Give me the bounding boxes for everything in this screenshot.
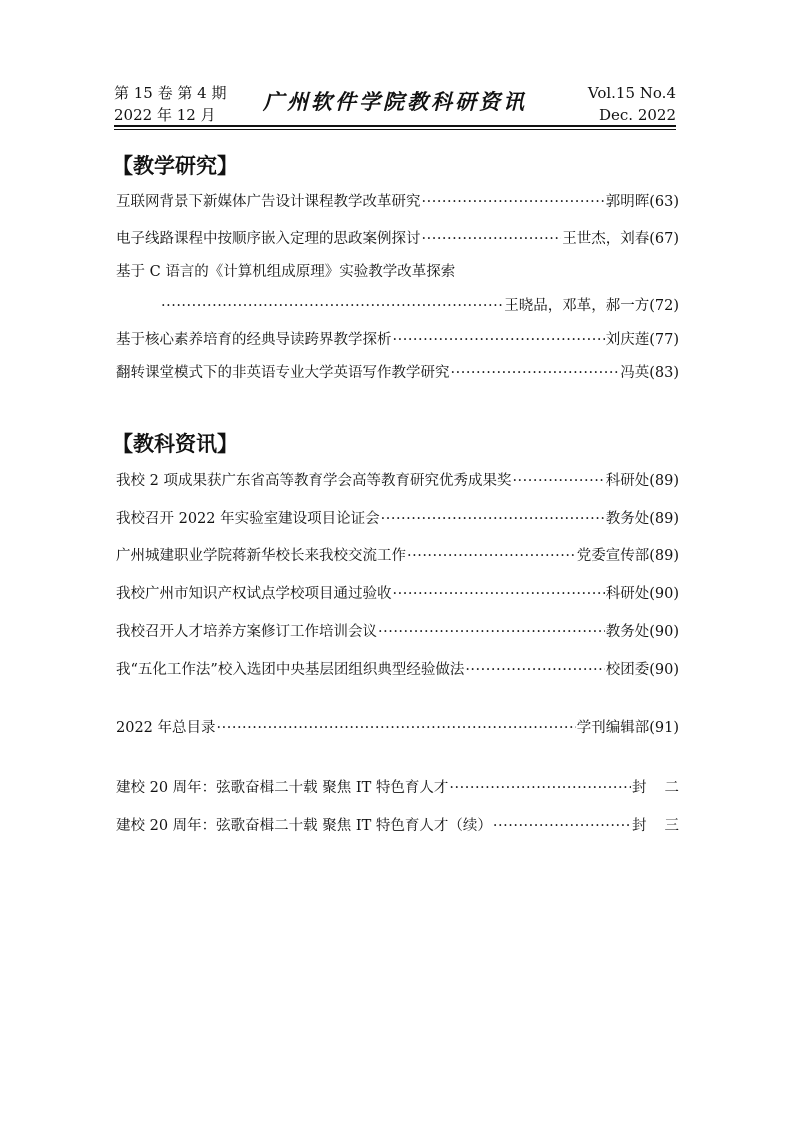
entry-title: 广州城建职业学院蒋新华校长来我校交流工作 [116, 548, 406, 564]
entry-page: ( 77 ) [649, 329, 679, 351]
toc-entry[interactable] [116, 228, 679, 250]
section-title-teaching-research: 【教学研究】 [112, 154, 238, 178]
entry-page: ( 91 ) [649, 717, 679, 739]
entry-page: ( 89 ) [649, 470, 679, 492]
leader-dots [449, 777, 631, 799]
entry-page: ( 89 ) [649, 545, 679, 567]
toc-entry[interactable] [116, 470, 679, 492]
leader-dots [393, 583, 605, 605]
entry-cover-page: 三 [664, 818, 679, 834]
entry-author: 刘庆莲 [605, 332, 650, 348]
entry-page: ( 90 ) [649, 621, 679, 643]
volume-issue-en: Vol.15 No.4 [587, 84, 676, 102]
leader-dots [512, 470, 604, 492]
entry-page: ( 63 ) [649, 191, 679, 213]
leader-dots [217, 717, 576, 739]
toc-entry[interactable] [116, 545, 679, 567]
entry-author: 王世杰，刘春 [562, 231, 650, 247]
leader-dots [422, 191, 605, 213]
entry-author: 科研处 [605, 473, 650, 489]
leader-dots [161, 295, 503, 317]
toc-entry[interactable] [116, 659, 679, 681]
entry-author: 学刊编辑部 [576, 720, 650, 736]
entry-author: 冯英 [620, 365, 650, 381]
toc-entry[interactable] [116, 362, 679, 384]
header-rule-thin [114, 129, 676, 130]
leader-dots [422, 228, 562, 250]
entry-cover-page: 二 [664, 780, 679, 796]
entry-page: ( 72 ) [649, 295, 679, 317]
entry-page: ( 89 ) [649, 508, 679, 530]
toc-entry[interactable] [116, 508, 679, 530]
entry-title: 我“五化工作法”校入选团中央基层团组织典型经验做法 [116, 662, 465, 678]
entry-page: ( 90 ) [649, 583, 679, 605]
entry-page: ( 67 ) [649, 228, 679, 250]
leader-dots [407, 545, 576, 567]
leader-dots [493, 815, 631, 837]
toc-entry-cover-3[interactable] [116, 815, 679, 837]
toc-entry[interactable] [116, 621, 679, 643]
entry-title: 电子线路课程中按顺序嵌入定理的思政案例探讨 [116, 231, 421, 247]
toc-entry-annual-index[interactable] [116, 717, 679, 739]
leader-dots [378, 621, 605, 643]
header-rule-thick [114, 125, 676, 127]
entry-author: 校团委 [605, 662, 650, 678]
entry-title: 互联网背景下新媒体广告设计课程教学改革研究 [116, 194, 421, 210]
entry-author: 王晓品，邓革，郝一方 [504, 298, 650, 314]
entry-page: ( 90 ) [649, 659, 679, 681]
entry-author: 郭明晖 [605, 194, 650, 210]
toc-entry[interactable] [116, 329, 679, 351]
journal-title: 广州软件学院教科研资讯 [263, 90, 527, 114]
toc-entry-continuation[interactable] [160, 295, 679, 317]
entry-location: 封 [632, 818, 647, 834]
entry-title: 建校 20 周年：弦歌奋楫二十载 聚焦 IT 特色育人才（续） [116, 818, 492, 834]
page-header [114, 80, 676, 128]
date-en: Dec. 2022 [598, 106, 676, 124]
leader-dots [381, 508, 605, 530]
toc-entry-cover-2[interactable] [116, 777, 679, 799]
entry-location: 封 [632, 780, 647, 796]
entry-title: 我校召开 2022 年实验室建设项目论证会 [116, 511, 380, 527]
entry-title: 2022 年总目录 [116, 720, 216, 736]
leader-dots [465, 659, 604, 681]
entry-author: 党委宣传部 [576, 548, 650, 564]
entry-title: 我校 2 项成果获广东省高等教育学会高等教育研究优秀成果奖 [116, 473, 512, 489]
toc-entry[interactable] [116, 191, 679, 213]
leader-dots [393, 329, 605, 351]
entry-title: 翻转课堂模式下的非英语专业大学英语写作教学研究 [116, 365, 450, 381]
toc-entry[interactable] [116, 583, 679, 605]
entry-author: 科研处 [605, 586, 650, 602]
entry-author: 教务处 [605, 624, 650, 640]
volume-issue: 第 15 卷 第 4 期 [114, 84, 227, 102]
section-title-news: 【教科资讯】 [112, 432, 238, 456]
entry-title: 基于 C 语言的《计算机组成原理》实验教学改革探索 [116, 264, 456, 280]
leader-dots [451, 362, 620, 384]
entry-title: 我校广州市知识产权试点学校项目通过验收 [116, 586, 392, 602]
header-right [588, 82, 676, 126]
entry-author: 教务处 [605, 511, 650, 527]
entry-title: 我校召开人才培养方案修订工作培训会议 [116, 624, 377, 640]
entry-title: 基于核心素养培育的经典导读跨界教学探析 [116, 332, 392, 348]
date-cn: 2022 年 12 月 [114, 106, 216, 124]
toc-entry[interactable] [116, 261, 679, 283]
entry-page: ( 83 ) [649, 362, 679, 384]
entry-title: 建校 20 周年：弦歌奋楫二十载 聚焦 IT 特色育人才 [116, 780, 449, 796]
